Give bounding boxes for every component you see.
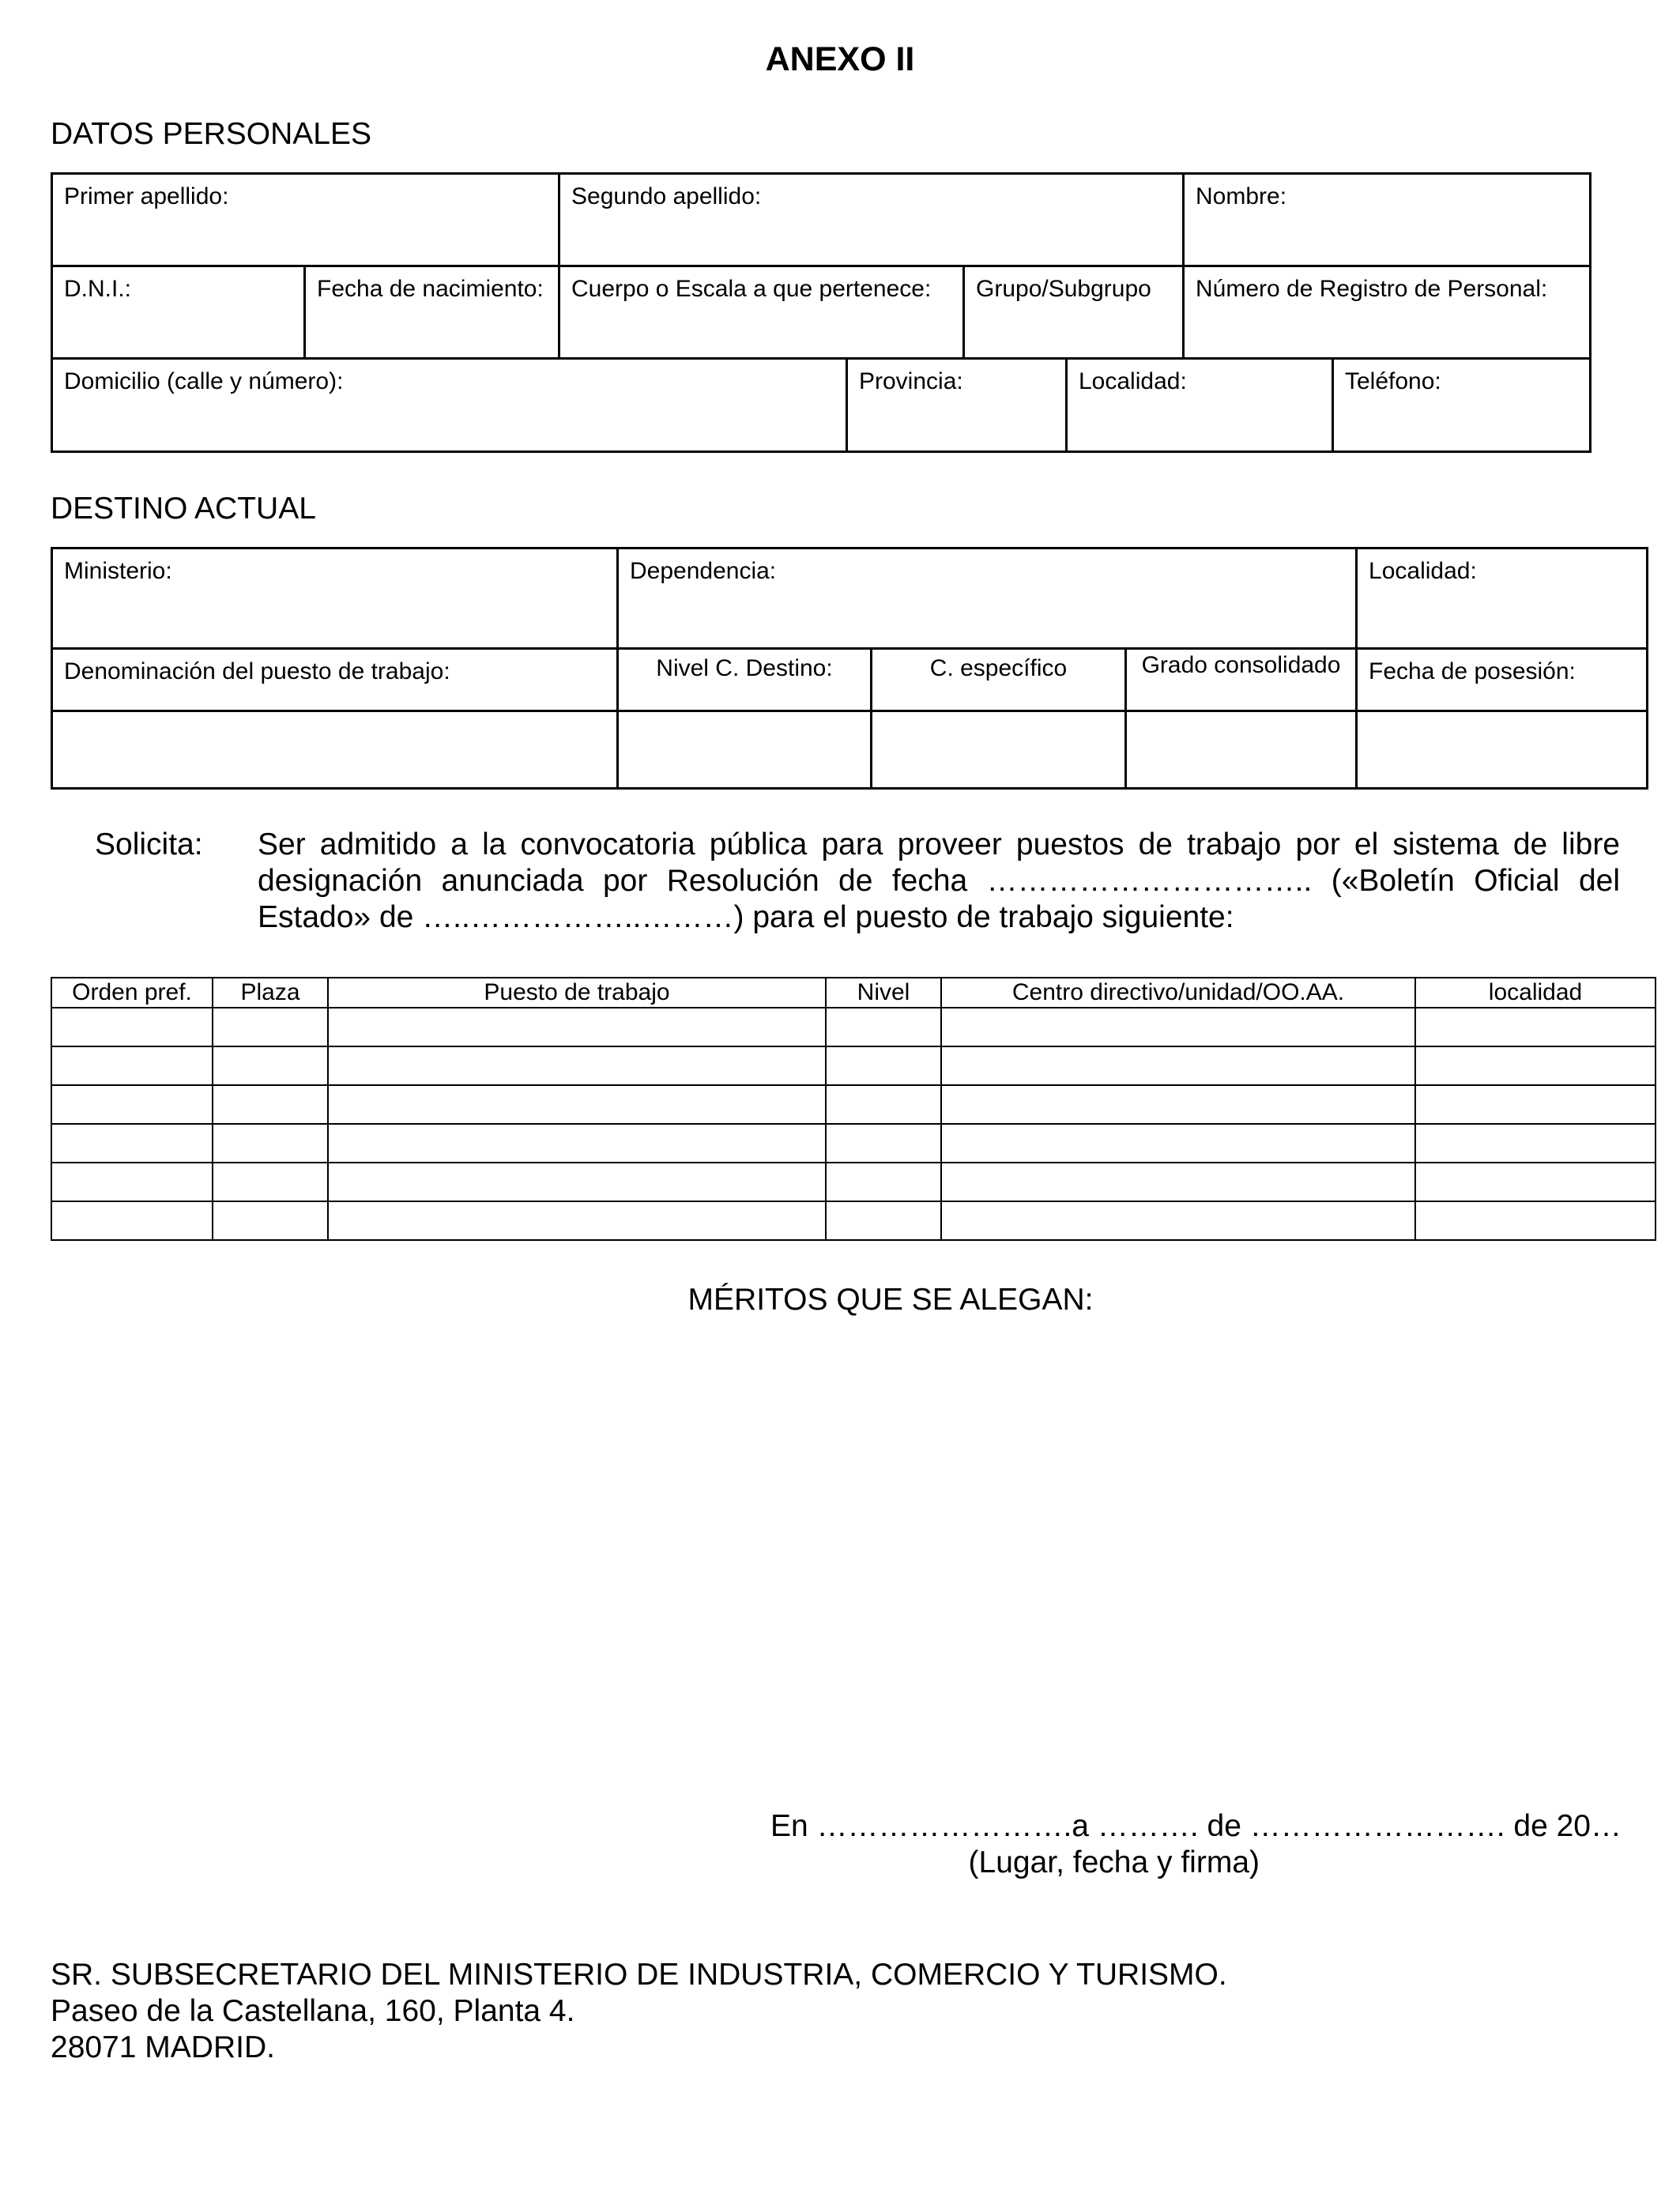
signature-caption-text: (Lugar, fecha y firma) (968, 1845, 1260, 1879)
provincia-field[interactable] (847, 359, 1067, 452)
preferences-row (51, 1008, 1656, 1046)
puesto-trabajo-cell[interactable] (328, 1124, 826, 1163)
col-centro-directivo: Centro directivo/unidad/OO.AA. (941, 978, 1415, 1008)
plaza-cell[interactable] (213, 1201, 328, 1240)
grado-value-field[interactable] (1126, 711, 1357, 789)
telefono-field[interactable] (1333, 359, 1591, 452)
localidad-cell[interactable] (1415, 1085, 1656, 1124)
orden-pref-cell[interactable] (51, 1163, 213, 1201)
solicita-text: Ser admitido a la convocatoria pública para proveer puestos de trabajo por el sistema de libre designación anunciada por Resolución de fecha ………………………….. («Boletín Oficial del Estado» de …..……………..………) para el puesto de trabajo siguiente: (258, 827, 1620, 934)
nivel-cell[interactable] (826, 1163, 941, 1201)
puesto-trabajo-cell[interactable] (328, 1046, 826, 1085)
plaza-cell[interactable] (213, 1085, 328, 1124)
nombre-label: Nombre: (1196, 183, 1287, 209)
signature-caption (711, 1845, 1501, 1881)
col-nivel: Nivel (826, 978, 941, 1008)
especifico-label: C. específico (929, 655, 1068, 681)
col-puesto-trabajo: Puesto de trabajo (328, 978, 826, 1008)
segundo-apellido-label: Segundo apellido: (571, 183, 762, 209)
plaza-cell[interactable] (213, 1124, 328, 1163)
plaza-cell[interactable] (213, 1163, 328, 1201)
datos-personales-heading: DATOS PERSONALES (51, 117, 372, 151)
especifico-value-field[interactable] (872, 711, 1126, 789)
localidad-field[interactable] (1067, 359, 1333, 452)
preferences-table (51, 977, 1656, 1241)
nivel-destino-label: Nivel C. Destino: (656, 655, 833, 681)
centro-directivo-cell[interactable] (941, 1124, 1415, 1163)
segundo-apellido-field[interactable] (559, 174, 1184, 266)
domicilio-field[interactable] (52, 359, 847, 452)
grado-label: Grado consolidado (1141, 652, 1341, 678)
orden-pref-cell[interactable] (51, 1201, 213, 1240)
puesto-trabajo-cell[interactable] (328, 1008, 826, 1046)
cuerpo-escala-field[interactable] (559, 266, 964, 359)
datos-personales-table (51, 172, 1591, 360)
localidad-cell[interactable] (1415, 1124, 1656, 1163)
nivel-cell[interactable] (826, 1008, 941, 1046)
col-plaza: Plaza (213, 978, 328, 1008)
localidad-cell[interactable] (1415, 1201, 1656, 1240)
destino-localidad-label: Localidad: (1369, 558, 1477, 584)
denominacion-label: Denominación del puesto de trabajo: (64, 658, 450, 684)
place-date-line: En …………………….a ………. de ……………………. de 20… (770, 1809, 1622, 1843)
puesto-trabajo-cell[interactable] (328, 1163, 826, 1201)
orden-pref-cell[interactable] (51, 1085, 213, 1124)
preferences-row (51, 1085, 1656, 1124)
dni-label: D.N.I.: (64, 276, 132, 302)
addressee-line-2: Paseo de la Castellana, 160, Planta 4. (51, 1994, 575, 2028)
addressee-line-1: SR. SUBSECRETARIO DEL MINISTERIO DE INDUSTRIA, COMERCIO Y TURISMO. (51, 1958, 1227, 1992)
nrp-label: Número de Registro de Personal: (1196, 276, 1548, 302)
fecha-nacimiento-field[interactable] (305, 266, 559, 359)
orden-pref-cell[interactable] (51, 1008, 213, 1046)
fecha-posesion-header (1357, 649, 1648, 711)
primer-apellido-field[interactable] (52, 174, 559, 266)
preferences-row (51, 1046, 1656, 1085)
addressee-line-3: 28071 MADRID. (51, 2030, 275, 2064)
centro-directivo-cell[interactable] (941, 1046, 1415, 1085)
destino-actual-heading: DESTINO ACTUAL (51, 492, 316, 526)
dependencia-field[interactable] (618, 548, 1357, 649)
nivel-cell[interactable] (826, 1046, 941, 1085)
localidad-cell[interactable] (1415, 1163, 1656, 1201)
addressee-block (51, 1957, 1227, 2066)
puesto-trabajo-cell[interactable] (328, 1085, 826, 1124)
denominacion-header (52, 649, 618, 711)
denominacion-value-field[interactable] (52, 711, 618, 789)
nrp-field[interactable] (1184, 266, 1591, 359)
nivel-cell[interactable] (826, 1124, 941, 1163)
nombre-field[interactable] (1184, 174, 1591, 266)
nivel-destino-header (618, 649, 872, 711)
meritos-heading: MÉRITOS QUE SE ALEGAN: (687, 1283, 1094, 1317)
destino-actual-table (51, 547, 1648, 790)
ministerio-field[interactable] (52, 548, 618, 649)
especifico-header (872, 649, 1126, 711)
centro-directivo-cell[interactable] (941, 1085, 1415, 1124)
grado-header (1126, 649, 1357, 711)
orden-pref-cell[interactable] (51, 1124, 213, 1163)
nivel-destino-value-field[interactable] (618, 711, 872, 789)
telefono-label: Teléfono: (1345, 368, 1441, 394)
dni-field[interactable] (52, 266, 305, 359)
ministerio-label: Ministerio: (64, 558, 172, 584)
centro-directivo-cell[interactable] (941, 1008, 1415, 1046)
cuerpo-escala-label: Cuerpo o Escala a que pertenece: (571, 276, 932, 302)
nivel-cell[interactable] (826, 1201, 941, 1240)
col-orden-pref: Orden pref. (51, 978, 213, 1008)
centro-directivo-cell[interactable] (941, 1201, 1415, 1240)
plaza-cell[interactable] (213, 1046, 328, 1085)
fecha-posesion-value-field[interactable] (1357, 711, 1648, 789)
dependencia-label: Dependencia: (630, 558, 777, 584)
preferences-row (51, 1201, 1656, 1240)
localidad-cell[interactable] (1415, 1046, 1656, 1085)
grupo-subgrupo-field[interactable] (964, 266, 1184, 359)
domicilio-label: Domicilio (calle y número): (64, 368, 344, 394)
localidad-label: Localidad: (1079, 368, 1187, 394)
orden-pref-cell[interactable] (51, 1046, 213, 1085)
grupo-subgrupo-label: Grupo/Subgrupo (976, 276, 1151, 302)
preferences-row (51, 1163, 1656, 1201)
fecha-nacimiento-label: Fecha de nacimiento: (317, 276, 544, 302)
provincia-label: Provincia: (859, 368, 963, 394)
puesto-trabajo-cell[interactable] (328, 1201, 826, 1240)
solicita-label: Solicita: (95, 827, 203, 861)
destino-localidad-field[interactable] (1357, 548, 1648, 649)
col-localidad: localidad (1415, 978, 1656, 1008)
nivel-cell[interactable] (826, 1085, 941, 1124)
domicilio-table (51, 357, 1591, 453)
primer-apellido-label: Primer apellido: (64, 183, 229, 209)
preferences-row (51, 1124, 1656, 1163)
localidad-cell[interactable] (1415, 1008, 1656, 1046)
page-title: ANEXO II (765, 40, 915, 78)
preferences-header-row (51, 978, 1656, 1008)
fecha-posesion-label: Fecha de posesión: (1369, 658, 1576, 684)
plaza-cell[interactable] (213, 1008, 328, 1046)
centro-directivo-cell[interactable] (941, 1163, 1415, 1201)
